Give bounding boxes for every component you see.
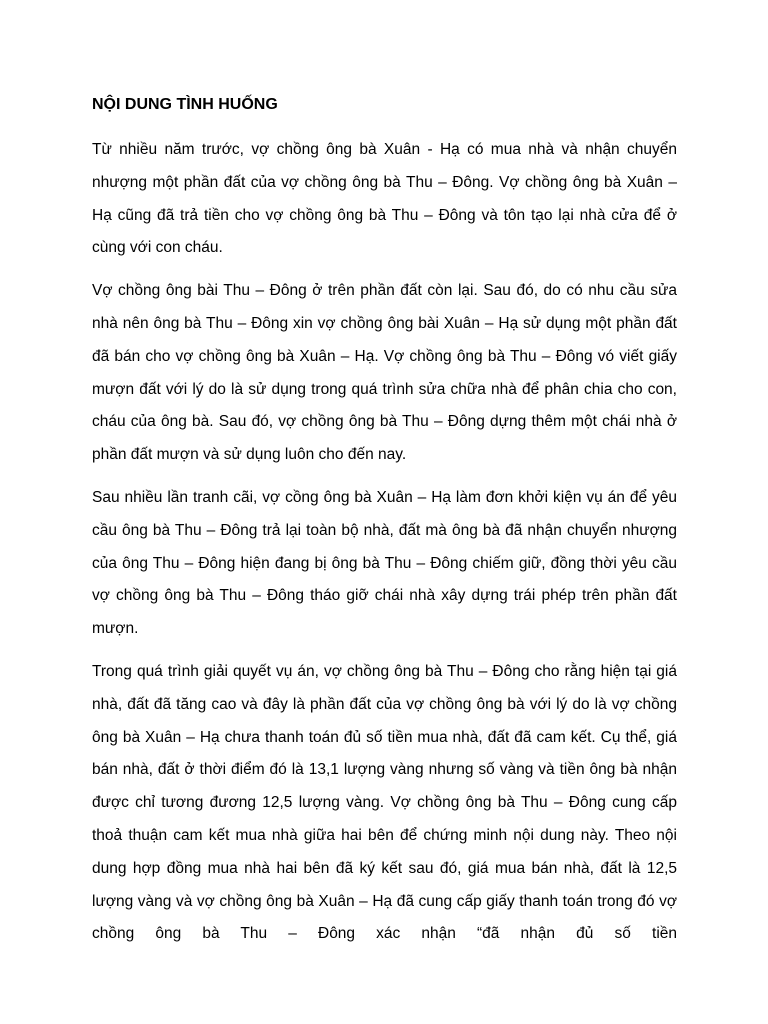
paragraph-3: Sau nhiều lần tranh cãi, vợ cồng ông bà Xuân – Hạ làm đơn khởi kiện vụ án để yêu cầu ông bà Thu – Đông trả lại toàn bộ nhà, đất mà ông bà đã nhận chuyển nhượng của ông Thu – Đông hiện đang bị ông bà Thu – Đông chiếm giữ, đồng thời yêu cầu vợ chồng ông bà Thu – Đông tháo giỡ chái nhà xây dựng trái phép trên phần đất mượn. <box>92 488 677 638</box>
paragraph-2: Vợ chồng ông bài Thu – Đông ở trên phần đất còn lại. Sau đó, do có nhu cầu sửa nhà nên ông bà Thu – Đông xin vợ chồng ông bài Xuân – Hạ sử dụng một phần đất đã bán cho vợ chồng ông bà Xuân – Hạ. Vợ chồng ông bà Thu – Đông vó viết giấy mượn đất với lý do là sử dụng trong quá trình sửa chữa nhà để phân chia cho con, cháu của ông bà. Sau đó, vợ chồng ông bà Thu – Đông dựng thêm một chái nhà ở phần đất mượn và sử dụng luôn cho đến nay. <box>92 282 677 464</box>
paragraph-1: Từ nhiều năm trước, vợ chồng ông bà Xuân - Hạ có mua nhà và nhận chuyển nhượng một phần đất của vợ chồng ông bà Thu – Đông. Vợ chồng ông bà Xuân – Hạ cũng đã trả tiền cho vợ chồng ông bà Thu – Đông và tôn tạo lại nhà cửa để ở cùng với con cháu. <box>92 141 677 257</box>
document-heading: NỘI DUNG TÌNH HUỐNG <box>92 96 278 113</box>
document-page <box>92 88 677 961</box>
paragraph-4: Trong quá trình giải quyết vụ án, vợ chồng ông bà Thu – Đông cho rằng hiện tại giá nhà, đất đã tăng cao và đây là phần đất của vợ chồng ông bà với lý do là vợ chồng ông bà Xuân – Hạ chưa thanh toán đủ số tiền mua nhà, đất đã cam kết. Cụ thể, giá bán nhà, đất ở thời điểm đó là 13,1 lượng vàng nhưng số vàng và tiền ông bà nhận được chỉ tương đương 12,5 lượng vàng. Vợ chồng ông bà Thu – Đông cung cấp thoả thuận cam kết mua nhà giữa hai bên để chứng minh nội dung này. Theo nội dung hợp đồng mua nhà hai bên đã ký kết sau đó, giá mua bán nhà, đất là 12,5 lượng vàng và vợ chồng ông bà Xuân – Hạ đã cung cấp giấy thanh toán trong đó vợ chồng ông bà Thu – Đông xác nhận “đã nhận đủ số tiền <box>92 662 677 943</box>
